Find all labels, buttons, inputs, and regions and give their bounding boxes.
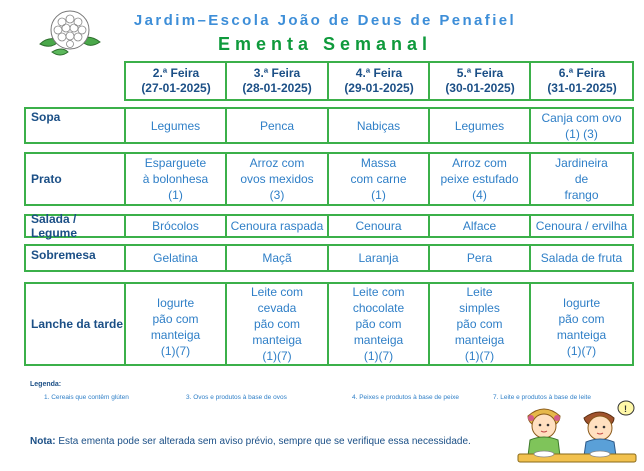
cell-line: Arroz com [249, 156, 305, 170]
cell-line: pão com [152, 312, 199, 326]
cell-line: manteiga [150, 328, 201, 342]
day-date: (28-01-2025) [242, 81, 312, 95]
cell-line: Brócolos [152, 219, 199, 233]
cell-line: Jardineira [555, 156, 608, 170]
note-text: Esta ementa pode ser alterada sem aviso prévio, sempre que se verifique essa necessidade. [55, 436, 471, 447]
menu-cell [126, 109, 225, 142]
cell-line: (1)(7) [464, 349, 495, 363]
row-label: Sopa [31, 109, 61, 124]
menu-cell [227, 284, 327, 364]
day-date: (29-01-2025) [344, 81, 414, 95]
cell-line: ovos mexidos [240, 172, 314, 186]
cell-line: Canja com ovo [541, 110, 622, 125]
row-label: Prato [31, 172, 62, 186]
day-name: 4.ª Feira [355, 66, 403, 80]
menu-cell [430, 109, 529, 142]
cell-line: (3) [269, 188, 285, 202]
cell-line: Legumes [150, 118, 201, 133]
menu-cell [430, 246, 529, 270]
cell-line: Esparguete [144, 156, 207, 170]
cell-line: Salada de fruta [540, 251, 623, 265]
menu-cell [227, 109, 327, 142]
cell-line: Cenoura [355, 219, 402, 233]
cell-line: Laranja [358, 251, 399, 265]
cell-line: Pera [466, 251, 493, 265]
menu-cell [227, 246, 327, 270]
menu-cell [126, 246, 225, 270]
row-label: Sobremesa [31, 248, 96, 262]
day-header [531, 63, 633, 99]
cell-line: Cenoura / ervilha [535, 219, 628, 233]
cell-line: (1)(7) [262, 349, 292, 363]
cell-line: manteiga [454, 333, 505, 347]
cell-line: Leite com [250, 285, 304, 299]
cell-line: (1)(7) [363, 349, 394, 363]
cell-line: (1)(7) [160, 344, 191, 358]
legend-item: 1. Cereais que contêm glúten [44, 394, 129, 401]
menu-cell [531, 216, 632, 236]
legend-item: 4. Peixes e produtos à base de peixe [352, 394, 459, 401]
cell-line: manteiga [353, 333, 404, 347]
day-date: (31-01-2025) [547, 81, 617, 95]
cell-line: (4) [472, 188, 487, 202]
cell-line: Maçã [262, 251, 292, 265]
legend-title: Legenda: [30, 381, 62, 388]
cell-line: Legumes [454, 118, 505, 133]
menu-cell [531, 109, 632, 142]
day-name: 3.ª Feira [253, 66, 301, 80]
menu-cell [329, 154, 428, 204]
cell-line: de [574, 172, 589, 186]
cell-line: chocolate [352, 301, 405, 315]
cell-line: peixe estufado [440, 172, 519, 186]
page-title: Ementa Semanal [217, 34, 433, 54]
menu-cell [531, 290, 632, 364]
hydrangea-flower-logo [30, 6, 110, 60]
footer-note [30, 436, 471, 447]
cell-line: simples [459, 301, 500, 315]
legend-item: 7. Leite e produtos à base de leite [493, 394, 591, 401]
menu-cell [329, 284, 428, 364]
cell-line: Leite com [352, 285, 405, 299]
day-name: 6.ª Feira [558, 66, 606, 80]
cell-line: à bolonhesa [142, 172, 209, 186]
cell-line: Gelatina [153, 251, 198, 265]
day-header [430, 63, 530, 99]
cell-line: (1) [371, 188, 386, 202]
day-name: 2.ª Feira [152, 66, 200, 80]
day-header [329, 63, 429, 99]
menu-cell [430, 216, 529, 236]
menu-cell [430, 154, 529, 204]
menu-cell [126, 290, 225, 364]
note-label: Nota: [30, 436, 56, 447]
cell-line: Leite [466, 285, 493, 299]
cell-line: pão com [253, 317, 301, 331]
day-date: (30-01-2025) [445, 81, 515, 95]
cell-line: Iogurte [562, 296, 601, 310]
cell-line: (1) [168, 188, 183, 202]
cell-line: pão com [456, 317, 503, 331]
legend-item: 3. Ovos e produtos à base de ovos [186, 394, 287, 401]
school-name: Jardim–Escola João de Deus de Penafiel [133, 12, 517, 29]
cell-line: manteiga [556, 328, 607, 342]
cell-line: frango [564, 188, 599, 202]
cell-line: Massa [360, 156, 397, 170]
menu-cell [531, 154, 632, 204]
cell-line: (1)(7) [566, 344, 597, 358]
cell-line: com carne [350, 172, 407, 186]
cell-line: cevada [257, 301, 297, 315]
row-label: Salada / Legume [31, 212, 78, 240]
svg-text:!: ! [624, 404, 627, 414]
menu-cell [329, 216, 428, 236]
menu-cell [430, 284, 529, 364]
cell-line: manteiga [252, 333, 302, 347]
row-label: Lanche da tarde [31, 317, 124, 331]
cell-line: Cenoura raspada [230, 219, 324, 233]
cell-line: pão com [558, 312, 605, 326]
menu-cell [329, 109, 428, 142]
cell-line: Nabiças [356, 118, 401, 133]
menu-cell [227, 216, 327, 236]
menu-cell [126, 216, 225, 236]
cell-line: (1) (3) [565, 126, 598, 141]
menu-cell [126, 154, 225, 204]
children-eating-illustration [514, 396, 640, 466]
day-date: (27-01-2025) [141, 81, 211, 95]
cell-line: Arroz com [452, 156, 507, 170]
cell-line: Penca [259, 118, 295, 133]
day-header [126, 63, 226, 99]
menu-cell [227, 154, 327, 204]
day-name: 5.ª Feira [456, 66, 504, 80]
cell-line: pão com [355, 317, 402, 331]
menu-cell [531, 246, 632, 270]
day-header [227, 63, 327, 99]
cell-line: Iogurte [156, 296, 195, 310]
menu-cell [329, 246, 428, 270]
cell-line: Alface [462, 219, 497, 233]
